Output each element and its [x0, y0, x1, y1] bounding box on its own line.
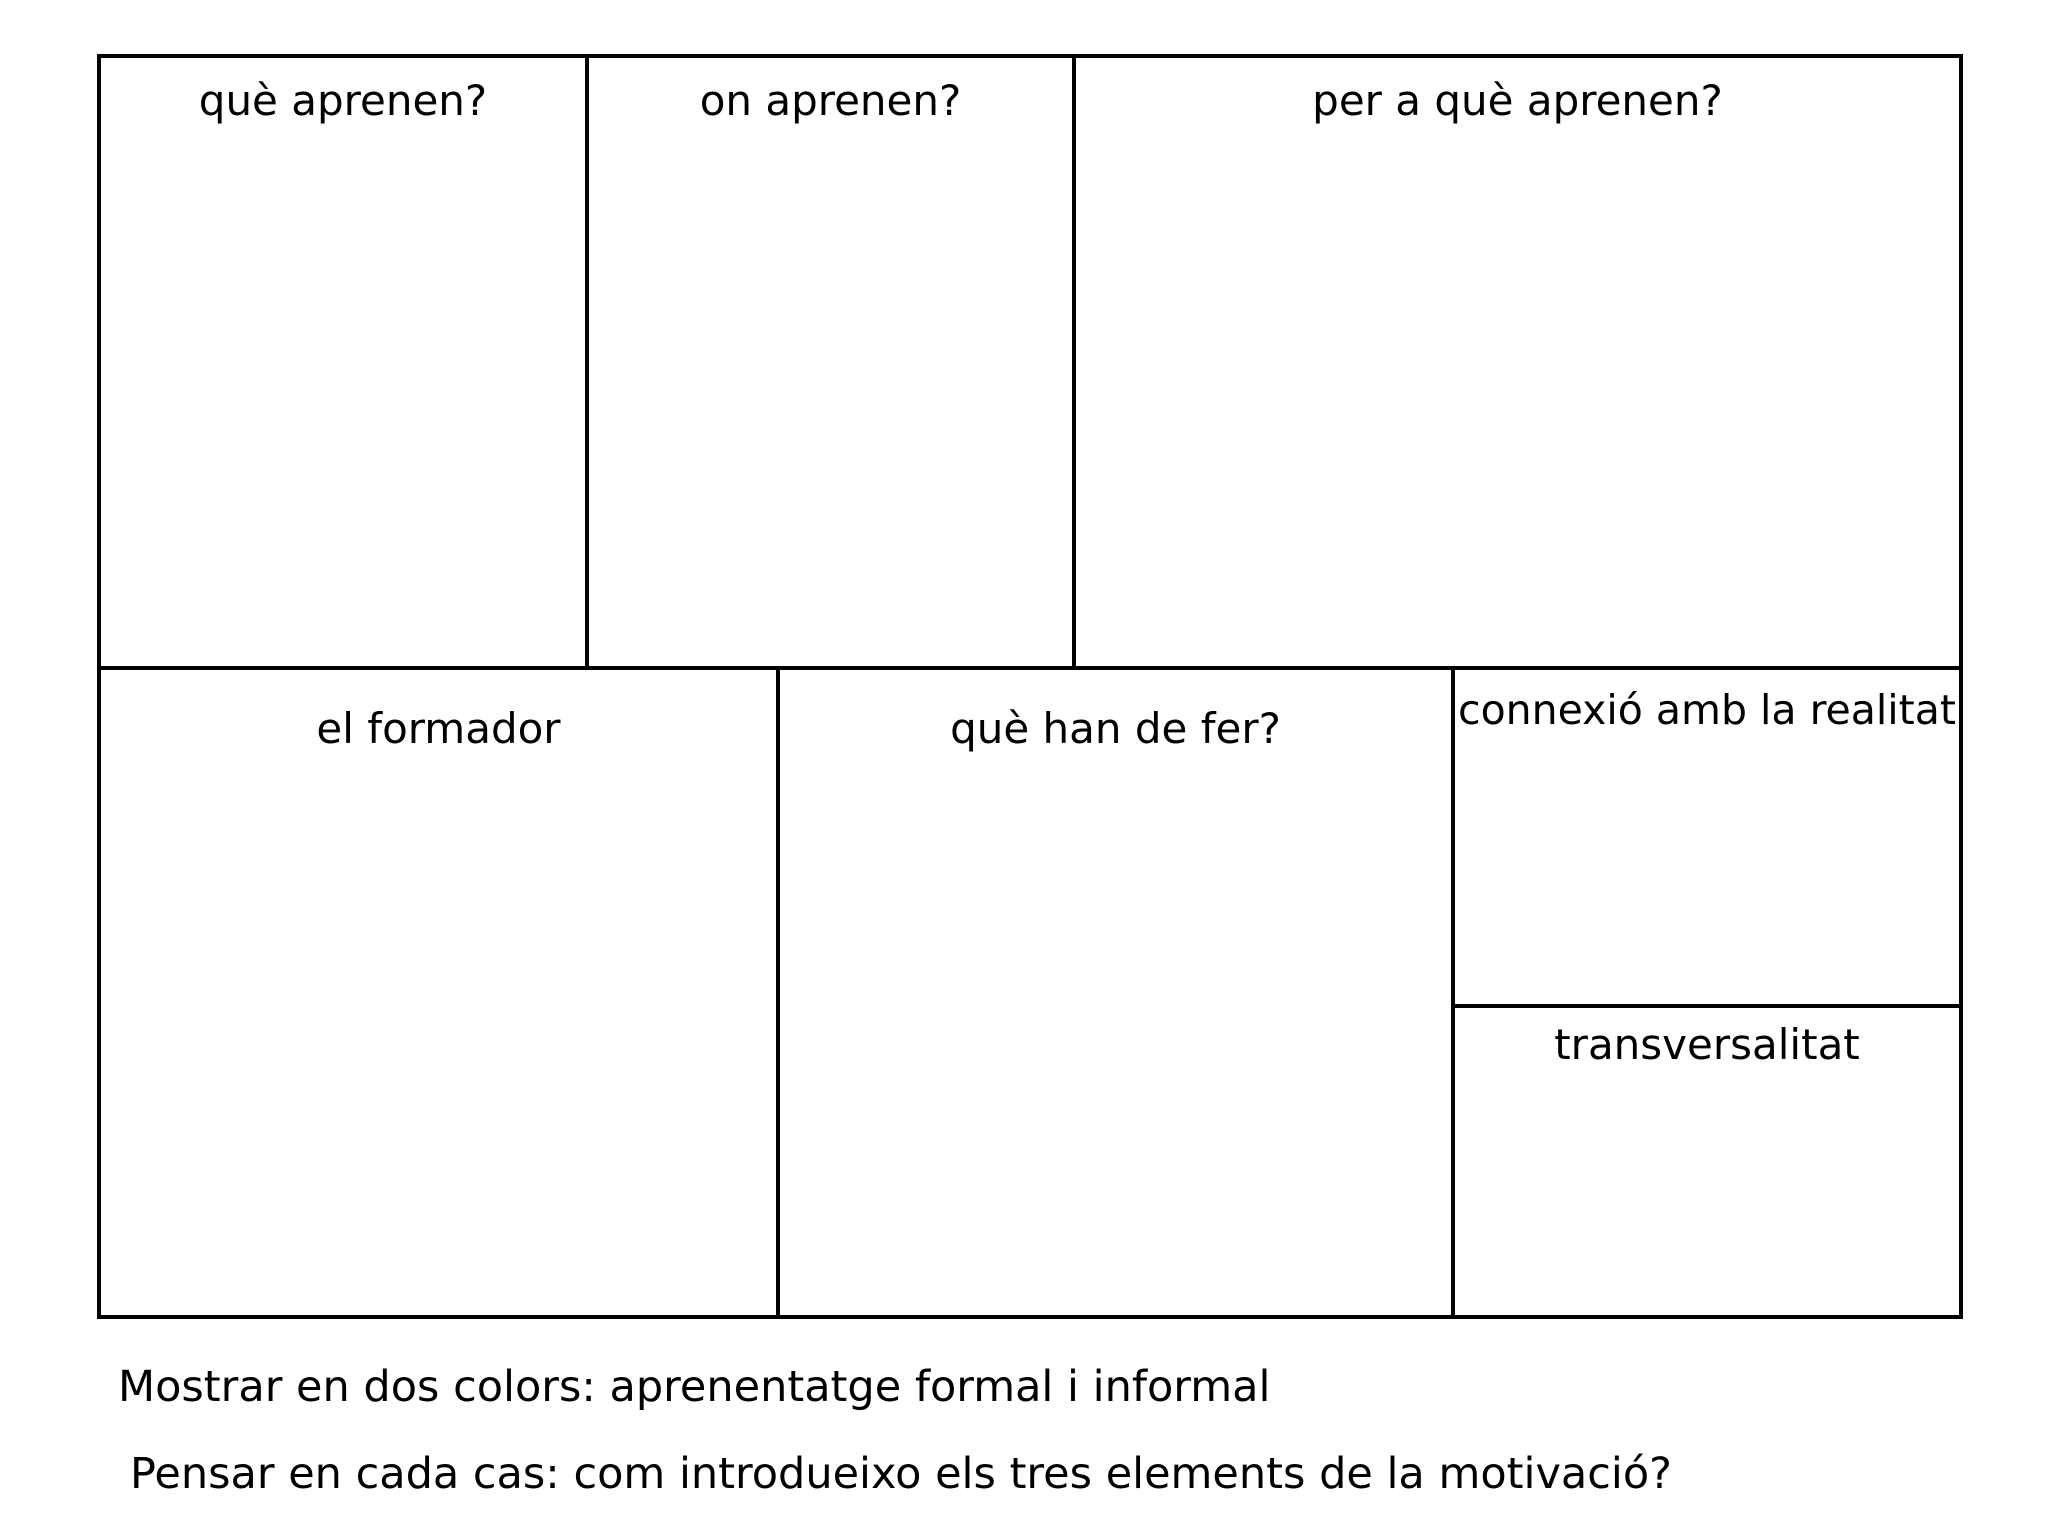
cell-transversalitat-label: transversalitat — [1554, 1020, 1860, 1069]
top-divider-1 — [585, 58, 589, 666]
top-divider-2 — [1072, 58, 1076, 666]
right-column-divider — [1453, 1004, 1959, 1008]
instruction-line-2: Pensar en cada cas: com introdueixo els tres elements de la motivació? — [130, 1449, 1672, 1499]
cell-on-aprenen-label: on aprenen? — [699, 76, 962, 125]
instruction-line-1: Mostrar en dos colors: aprenentatge formal i informal — [118, 1362, 1271, 1412]
worksheet-grid — [97, 54, 1963, 1319]
cell-connexio-label: connexió amb la realitat — [1458, 686, 1956, 734]
row-divider — [101, 666, 1959, 670]
bottom-divider-1 — [776, 668, 780, 1315]
bottom-divider-2 — [1451, 668, 1455, 1315]
cell-que-aprenen-label: què aprenen? — [198, 76, 488, 125]
cell-per-a-que-aprenen-label: per a què aprenen? — [1312, 76, 1723, 125]
cell-el-formador-label: el formador — [316, 704, 561, 753]
cell-que-han-de-fer-label: què han de fer? — [950, 704, 1281, 753]
